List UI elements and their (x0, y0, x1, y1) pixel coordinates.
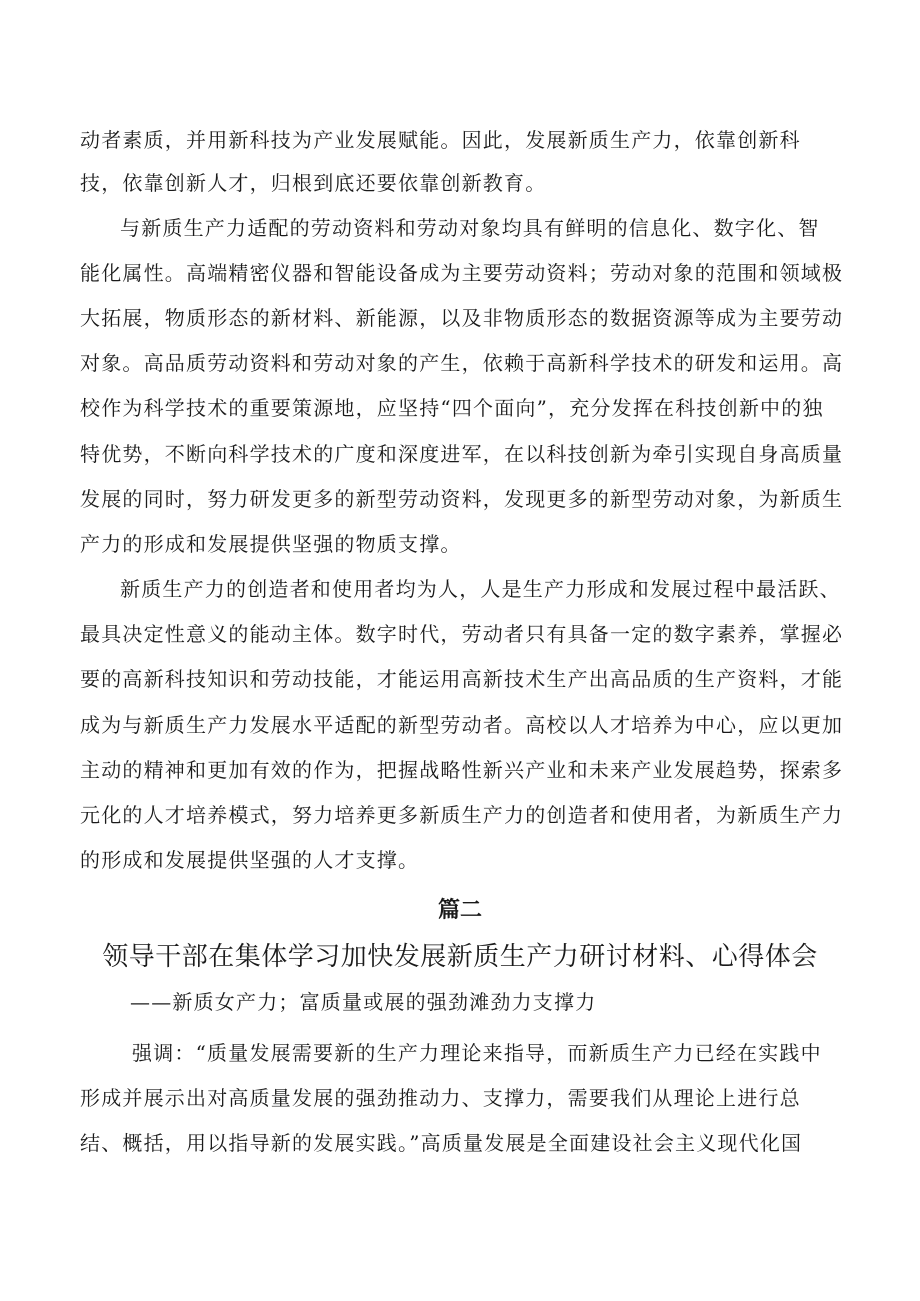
paragraph-line: 结、概括，用以指导新的发展实践。”高质量发展是全面建设社会主义现代化国 (80, 1131, 803, 1155)
section-label: 篇二 (437, 898, 482, 923)
paragraph-line: 大拓展，物质形态的新材料、新能源，以及非物质形态的数据资源等成为主要劳动 (80, 306, 844, 330)
paragraph-line: 新质生产力的创造者和使用者均为人，人是生产力形成和发展过程中最活跃、 (120, 577, 841, 601)
paragraph-line: 发展的同时，努力研发更多的新型劳动资料，发现更多的新型劳动对象，为新质生 (80, 487, 844, 511)
section-subtitle: ——新质女产力；富质量或展的强劲滩劲力支撑力 (130, 990, 597, 1014)
paragraph-line: 强调：“质量发展需要新的生产力理论来指导，而新质生产力已经在实践中 (132, 1041, 822, 1065)
paragraph-line: 主动的精神和更加有效的作为，把握战略性新兴产业和未来产业发展趋势，探索多 (80, 758, 844, 782)
paragraph-line: 产力的形成和发展提供坚强的物质支撑。 (80, 532, 462, 556)
paragraph-line: 成为与新质生产力发展水平适配的新型劳动者。高校以人才培养为中心，应以更加 (80, 713, 844, 737)
section-title: 领导干部在集体学习加快发展新质生产力研讨材料、心得体会 (102, 942, 818, 972)
paragraph-line: 形成并展示出对高质量发展的强劲推动力、支撑力，需要我们从理论上进行总 (80, 1086, 801, 1110)
paragraph-line: 动者素质，并用新科技为产业发展赋能。因此，发展新质生产力，依靠创新科 (80, 128, 801, 152)
paragraph-line: 的形成和发展提供坚强的人才支撑。 (80, 848, 420, 872)
paragraph-line: 对象。高品质劳动资料和劳动对象的产生，依赖于高新科学技术的研发和运用。高 (80, 351, 844, 375)
paragraph-line: 技，依靠创新人才，归根到底还要依靠创新教育。 (80, 171, 547, 195)
paragraph-line: 能化属性。高端精密仪器和智能设备成为主要劳动资料；劳动对象的范围和领域极 (80, 261, 844, 285)
paragraph-line: 特优势，不断向科学技术的广度和深度进军，在以科技创新为牵引实现自身高质量 (80, 442, 844, 466)
paragraph-line: 最具决定性意义的能动主体。数字时代，劳动者只有具备一定的数字素养，掌握必 (80, 622, 844, 646)
paragraph-line: 与新质生产力适配的劳动资料和劳动对象均具有鲜明的信息化、数字化、智 (120, 216, 820, 240)
paragraph-line: 元化的人才培养模式，努力培养更多新质生产力的创造者和使用者，为新质生产力 (80, 803, 844, 827)
paragraph-line: 校作为科学技术的重要策源地，应坚持“四个面向”，充分发挥在科技创新中的独 (80, 396, 824, 420)
paragraph-line: 要的高新科技知识和劳动技能，才能运用高新技术生产出高品质的生产资料，才能 (80, 667, 844, 691)
